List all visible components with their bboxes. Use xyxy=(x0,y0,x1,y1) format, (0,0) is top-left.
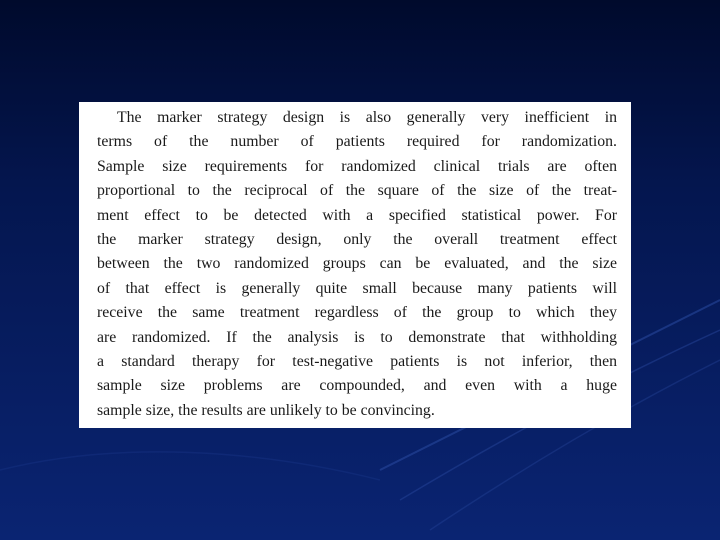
excerpt-line: sample size problems are compounded, and even with a huge xyxy=(97,377,617,395)
excerpt-line: sample size, the results are unlikely to be convincing. xyxy=(97,401,435,419)
excerpt-line: ment effect to be detected with a specified statistical power. For xyxy=(97,206,617,224)
excerpt-line: proportional to the reciprocal of the square of the size of the treat- xyxy=(97,182,617,200)
excerpt-line: Sample size requirements for randomized clinical trials are often xyxy=(97,157,617,175)
text-excerpt-image xyxy=(79,102,631,428)
excerpt-line: The marker strategy design is also generally very inefficient in xyxy=(117,109,617,126)
excerpt-line: the marker strategy design, only the overall treatment effect xyxy=(97,230,617,248)
excerpt-line: of that effect is generally quite small because many patients will xyxy=(97,279,617,297)
excerpt-line: receive the same treatment regardless of the group to which they xyxy=(97,304,617,322)
excerpt-line: between the two randomized groups can be evaluated, and the size xyxy=(97,255,617,273)
excerpt-paragraph xyxy=(97,106,617,423)
excerpt-line: terms of the number of patients required for randomization. xyxy=(97,133,617,151)
excerpt-line: are randomized. If the analysis is to demonstrate that withholding xyxy=(97,328,617,346)
excerpt-line: a standard therapy for test-negative patients is not inferior, then xyxy=(97,352,617,370)
